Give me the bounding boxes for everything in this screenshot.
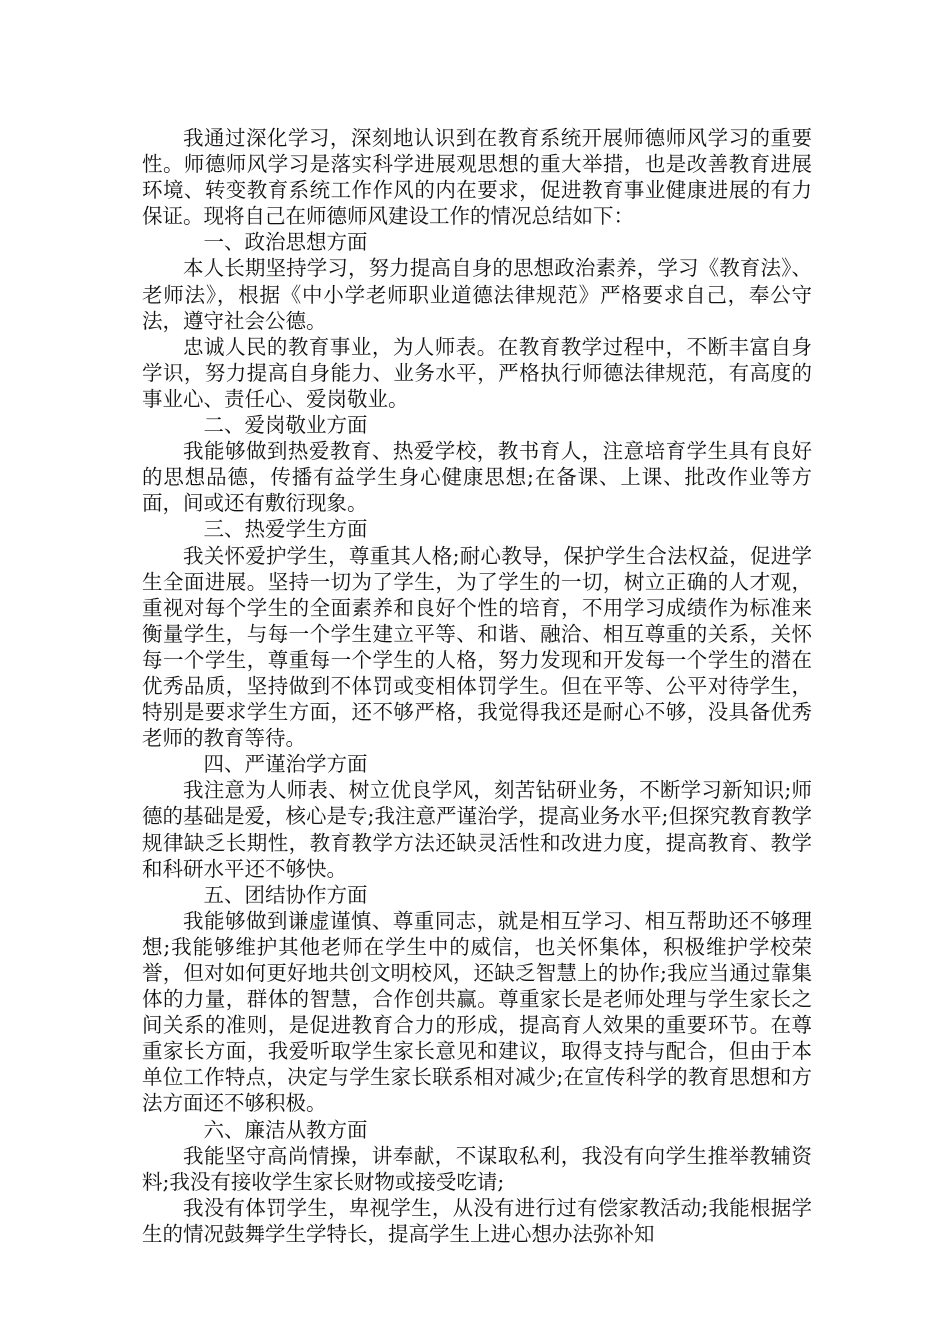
section-heading-scholarship: 四、严谨治学方面 bbox=[203, 752, 368, 777]
body-paragraph: 我没有体罚学生，卑视学生，从没有进行过有偿家教活动;我能根据学生的情况鼓舞学生学特长，提高学生上进心想办法弥补知 bbox=[142, 1195, 812, 1246]
intro-paragraph: 我通过深化学习，深刻地认识到在教育系统开展师德师风学习的重要性。师德师风学习是落实科学进展观思想的重大举措，也是改善教育进展环境、转变教育系统工作作风的内在要求，促进教育事业健康进展的有力保证。现将自己在师德师风建设工作的情况总结如下： bbox=[142, 126, 812, 229]
body-paragraph: 我能够做到热爱教育、热爱学校，教书育人，注意培育学生具有良好的思想品德，传播有益学生身心健康思想;在备课、上课、批改作业等方面，间或还有敷衍现象。 bbox=[142, 439, 812, 516]
section-heading-teamwork: 五、团结协作方面 bbox=[203, 882, 368, 907]
section-heading-dedication: 二、爱岗敬业方面 bbox=[203, 413, 368, 438]
section-heading-students: 三、热爱学生方面 bbox=[203, 517, 368, 542]
body-paragraph: 我关怀爱护学生，尊重其人格;耐心教导，保护学生合法权益，促进学生全面进展。坚持一切为了学生，为了学生的一切，树立正确的人才观，重视对每个学生的全面素养和良好个性的培育，不用学习成绩作为标准来衡量学生，与每一个学生建立平等、和谐、融洽、相互尊重的关系，关怀每一个学生，尊重每一个学生的人格，努力发现和开发每一个学生的潜在优秀品质，坚持做到不体罚或变相体罚学生。但在平等、公平对待学生，特别是要求学生方面，还不够严格，我觉得我还是耐心不够，没具备优秀老师的教育等待。 bbox=[142, 543, 812, 751]
body-paragraph: 忠诚人民的教育事业，为人师表。在教育教学过程中，不断丰富自身学识，努力提高自身能力、业务水平，严格执行师德法律规范，有高度的事业心、责任心、爱岗敬业。 bbox=[142, 334, 812, 411]
body-paragraph: 我注意为人师表、树立优良学风，刻苦钻研业务，不断学习新知识;师德的基础是爱，核心是专;我注意严谨治学，提高业务水平;但探究教育教学规律缺乏长期性，教育教学方法还缺灵活性和改进力度，提高教育、教学和科研水平还不够快。 bbox=[142, 778, 812, 881]
body-paragraph: 我能够做到谦虚谨慎、尊重同志，就是相互学习、相互帮助还不够理想;我能够维护其他老师在学生中的威信，也关怀集体，积极维护学校荣誉，但对如何更好地共创文明校风，还缺乏智慧上的协作;我应当通过靠集体的力量，群体的智慧，合作创共赢。尊重家长是老师处理与学生家长之间关系的准则，是促进教育合力的形成，提高育人效果的重要环节。在尊重家长方面，我爱听取学生家长意见和建议，取得支持与配合，但由于本单位工作特点，决定与学生家长联系相对减少;在宣传科学的教育思想和方法方面还不够积极。 bbox=[142, 908, 812, 1116]
body-paragraph: 我能坚守高尚情操，讲奉献，不谋取私利，我没有向学生推举教辅资料;我没有接收学生家长财物或接受吃请; bbox=[142, 1143, 812, 1194]
document-body bbox=[142, 125, 812, 1247]
section-heading-politics: 一、政治思想方面 bbox=[203, 230, 368, 255]
section-heading-integrity: 六、廉洁从教方面 bbox=[203, 1117, 368, 1142]
body-paragraph: 本人长期坚持学习，努力提高自身的思想政治素养，学习《教育法》、老师法》，根据《中小学老师职业道德法律规范》严格要求自己，奉公守法，遵守社会公德。 bbox=[142, 256, 812, 333]
